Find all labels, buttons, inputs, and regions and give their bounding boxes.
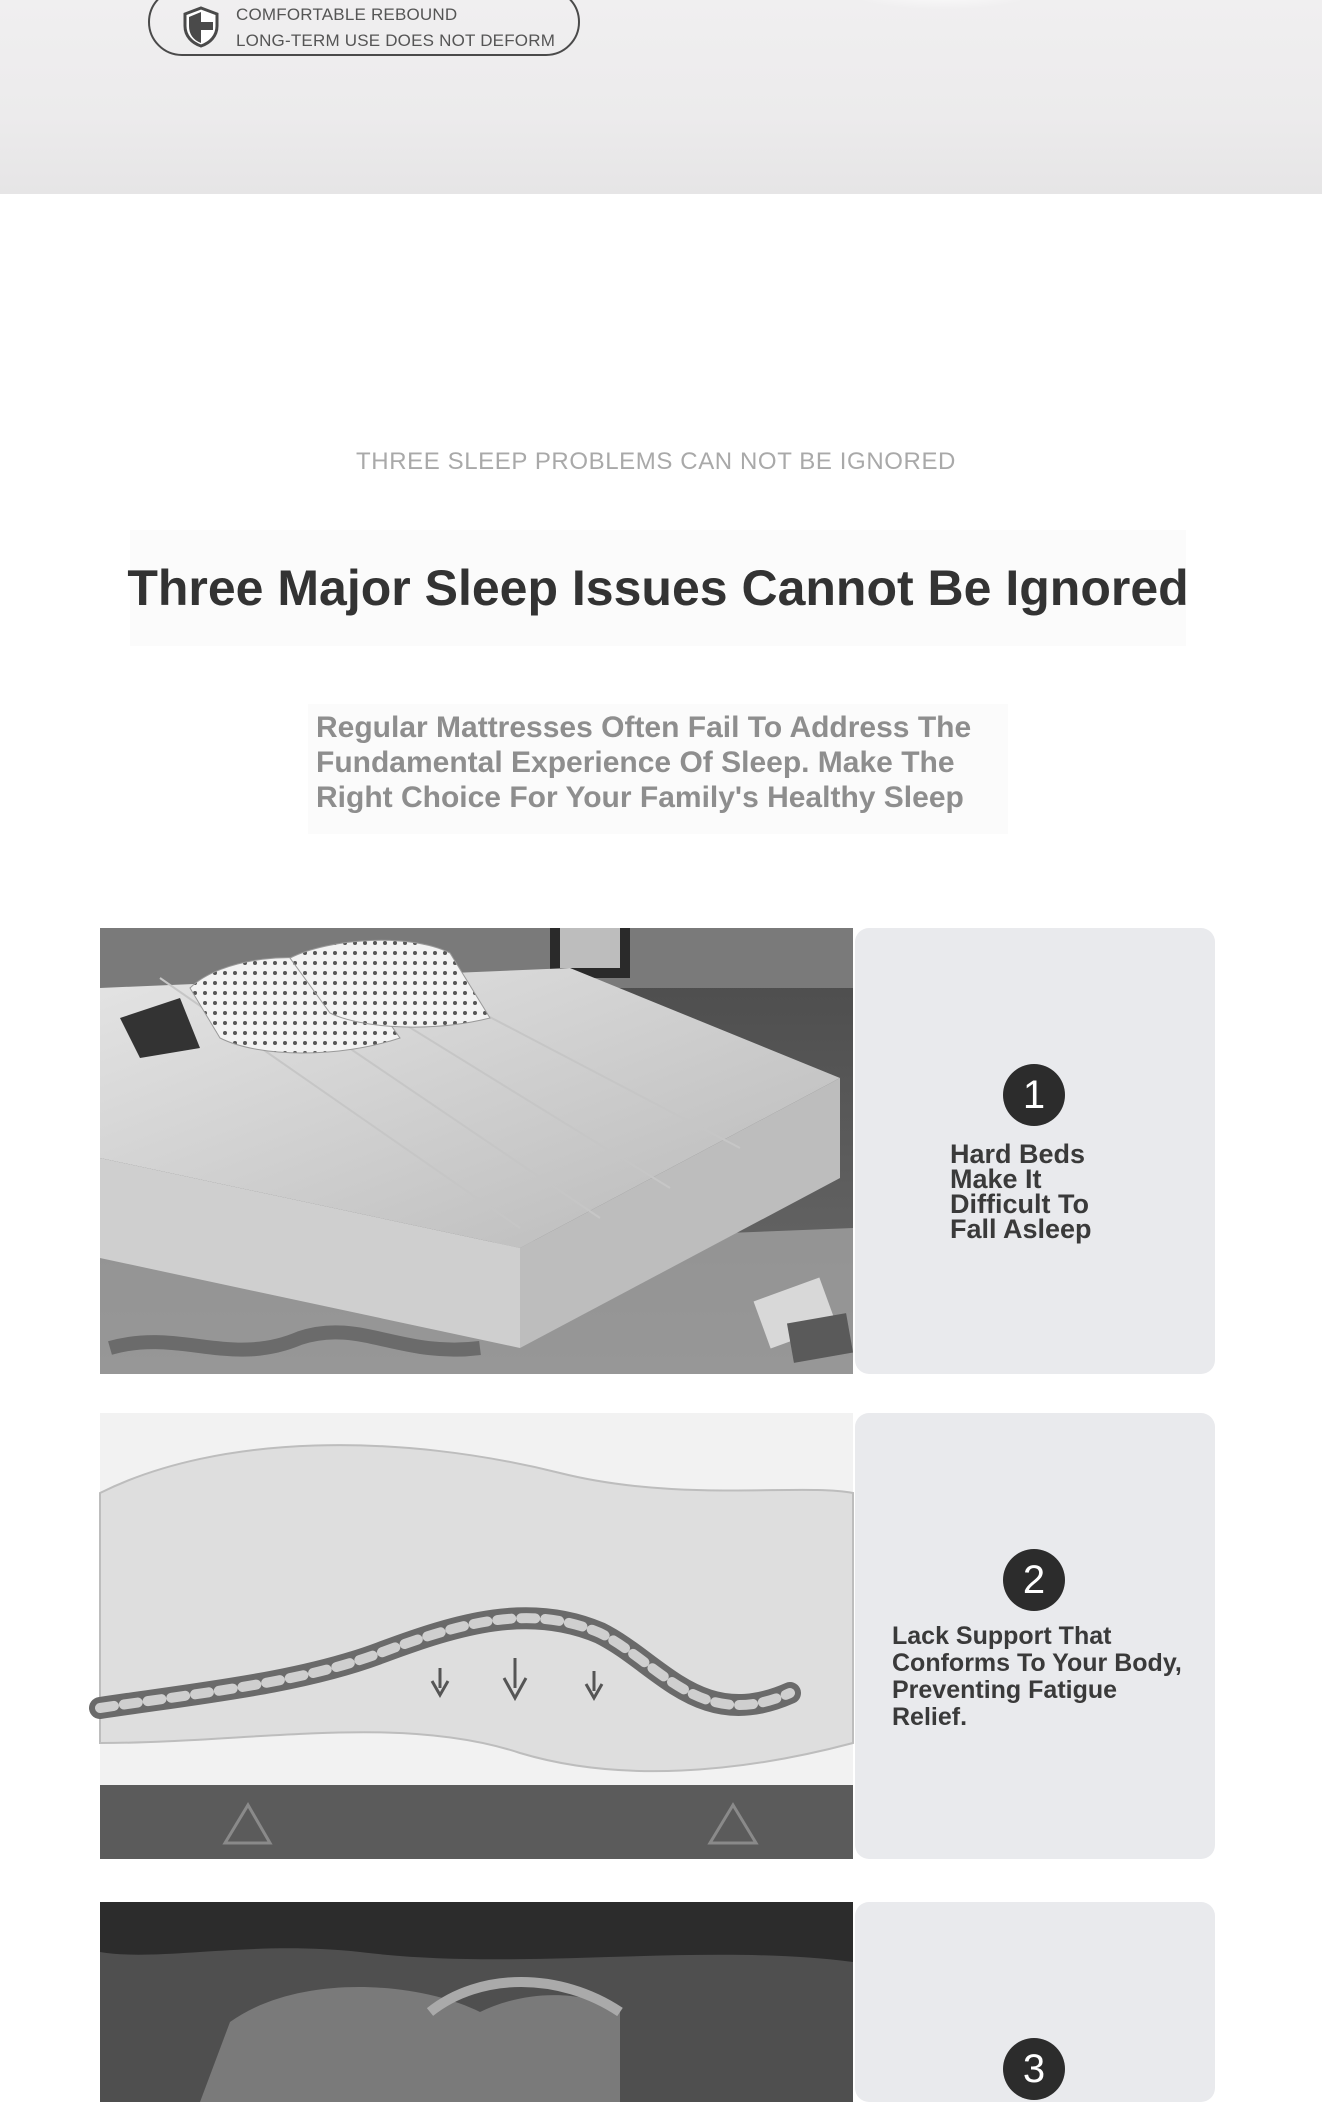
sleeping-person-photo xyxy=(100,1902,853,2102)
spine-on-mattress-illustration xyxy=(100,1413,853,1859)
section-subtitle-wrap xyxy=(308,704,1008,834)
feature-pill xyxy=(148,0,580,56)
feature-line: LONG-TERM USE DOES NOT DEFORM xyxy=(236,31,556,50)
section-subtitle: Regular Mattresses Often Fail To Address The Fundamental Experience Of Sleep. Make The Right Choice For Your Family's Healthy Sleep xyxy=(316,711,972,814)
top-banner xyxy=(0,0,1322,194)
number-badge: 2 xyxy=(1003,1549,1065,1611)
problem-text: Hard Beds Make It Difficult To Fall Asleep xyxy=(950,1139,1092,1244)
problem-card-3-info xyxy=(855,1902,1215,2102)
shield-icon xyxy=(182,6,220,48)
number-badge: 1 xyxy=(1003,1064,1065,1126)
section-title: Three Major Sleep Issues Cannot Be Ignored xyxy=(127,560,1189,616)
problem-card-1-info xyxy=(855,928,1215,1374)
problem-text: Lack Support That Conforms To Your Body, Preventing Fatigue Relief. xyxy=(892,1622,1182,1731)
section-title-wrap xyxy=(127,530,1189,646)
banner-highlight xyxy=(842,0,1042,10)
hard-wooden-bed-photo xyxy=(100,928,853,1374)
feature-lines xyxy=(236,2,555,54)
feature-line: COMFORTABLE REBOUND xyxy=(236,5,458,24)
number-badge: 3 xyxy=(1003,2038,1065,2100)
problem-card-2-info xyxy=(855,1413,1215,1859)
section-eyebrow: THREE SLEEP PROBLEMS CAN NOT BE IGNORED xyxy=(356,448,956,475)
